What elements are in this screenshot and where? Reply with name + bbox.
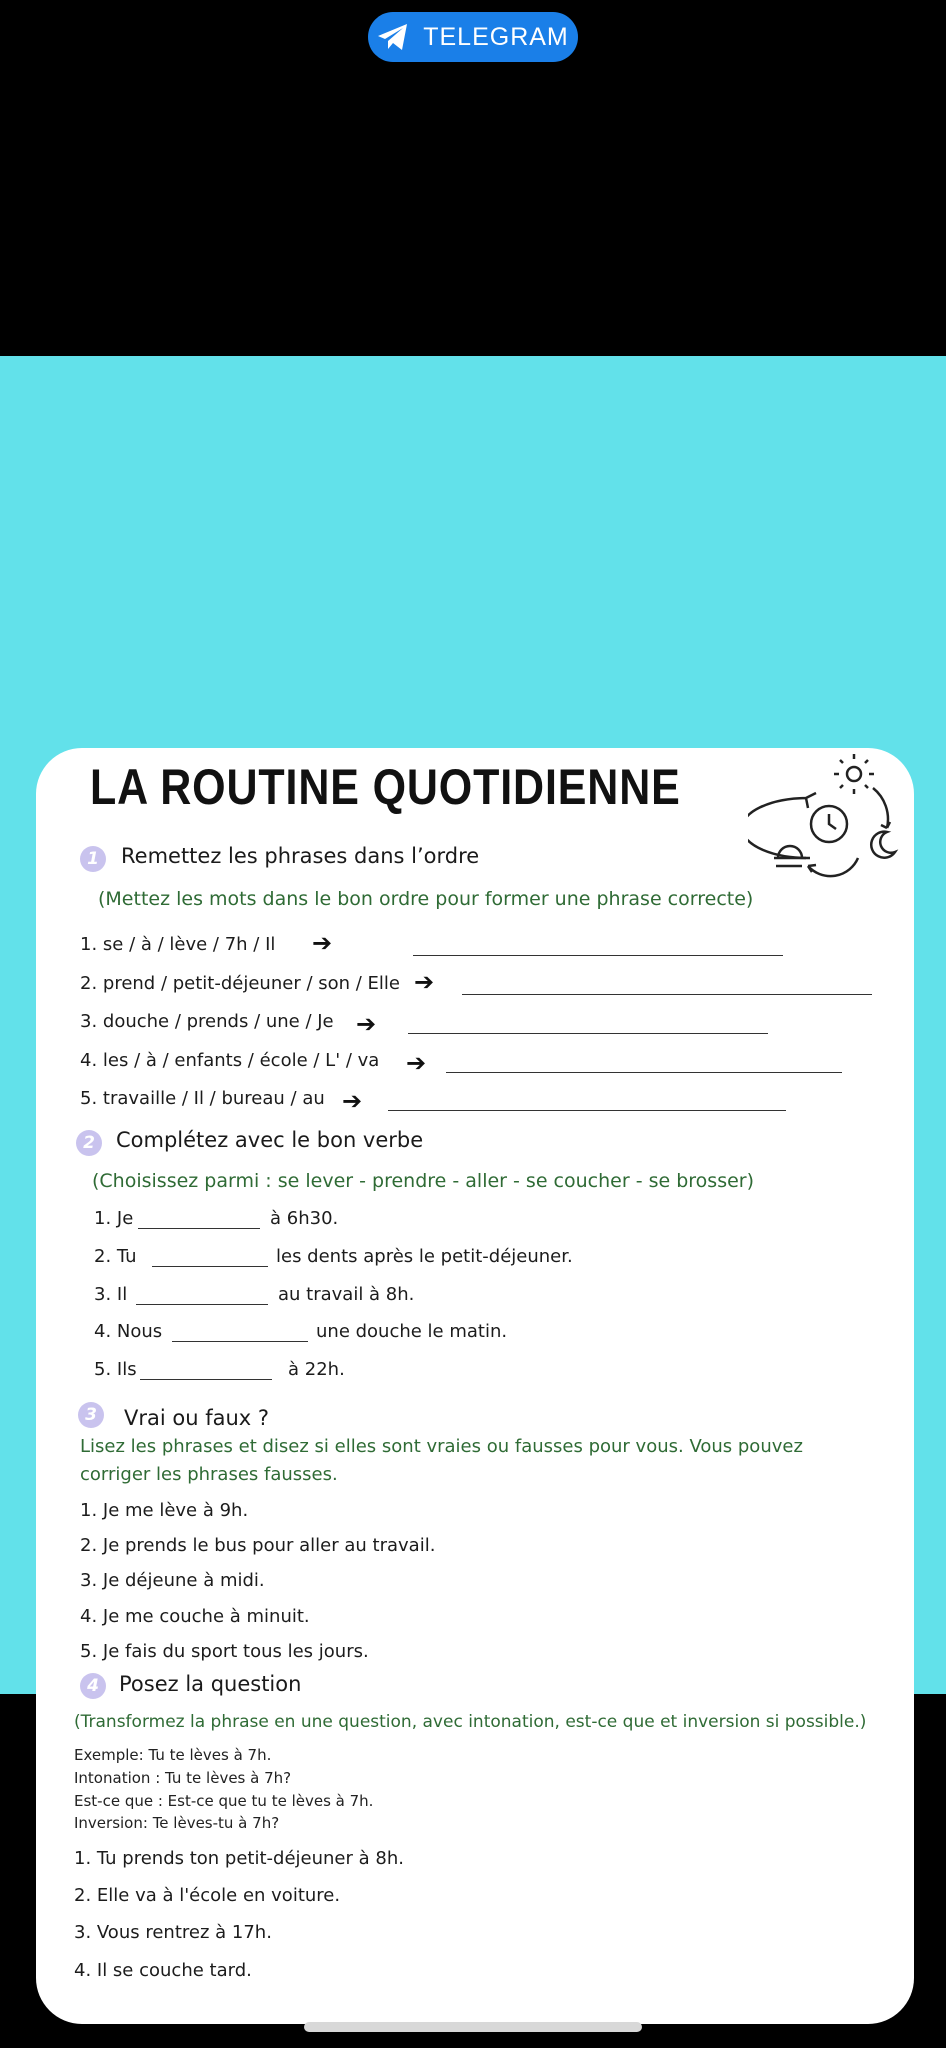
section3-instruction-line1: Lisez les phrases et disez si elles sont vraies ou fausses pour vous. Vous pouvez bbox=[80, 1436, 803, 1457]
day-night-cycle-icon bbox=[748, 748, 908, 898]
section3-number: 3 bbox=[78, 1402, 104, 1428]
s2-item-3-start: 3. Il bbox=[94, 1284, 128, 1305]
s3-item-3: 3. Je déjeune à midi. bbox=[80, 1570, 265, 1591]
s4-item-2: 2. Elle va à l'école en voiture. bbox=[74, 1885, 341, 1906]
s2-item-2-start: 2. Tu bbox=[94, 1246, 137, 1267]
section3-heading: Vrai ou faux ? bbox=[124, 1406, 270, 1430]
arrow-icon: ➔ bbox=[414, 968, 435, 996]
s2-item-3-end: au travail à 8h. bbox=[278, 1284, 415, 1305]
s1-item-1: 1. se / à / lève / 7h / Il bbox=[80, 934, 276, 955]
section2-instruction: (Choisissez parmi : se lever - prendre - aller - se coucher - se brosser) bbox=[92, 1170, 755, 1192]
s2-item-1-start: 1. Je bbox=[94, 1208, 134, 1229]
answer-line bbox=[408, 1033, 768, 1034]
s3-item-4: 4. Je me couche à minuit. bbox=[80, 1606, 310, 1627]
section4-number: 4 bbox=[80, 1673, 106, 1699]
section2-number: 2 bbox=[76, 1130, 102, 1156]
s3-item-2: 2. Je prends le bus pour aller au travail. bbox=[80, 1535, 436, 1556]
s4-example-4: Inversion: Te lèves-tu à 7h? bbox=[74, 1814, 280, 1832]
s2-item-5-start: 5. Ils bbox=[94, 1359, 137, 1380]
arrow-icon: ➔ bbox=[342, 1087, 363, 1115]
worksheet-image bbox=[0, 356, 946, 1981]
section4-instruction: (Transformez la phrase en une question, avec intonation, est-ce que et inversion si possible.) bbox=[74, 1712, 867, 1732]
s4-item-3: 3. Vous rentrez à 17h. bbox=[74, 1922, 272, 1943]
s1-item-4: 4. les / à / enfants / école / L' / va bbox=[80, 1050, 380, 1071]
worksheet-title: LA ROUTINE QUOTIDIENNE bbox=[90, 759, 681, 815]
answer-line bbox=[462, 994, 872, 995]
section1-instruction: (Mettez les mots dans le bon ordre pour former une phrase correcte) bbox=[98, 888, 754, 910]
section3-instruction-line2: corriger les phrases fausses. bbox=[80, 1464, 338, 1485]
s4-item-1: 1. Tu prends ton petit-déjeuner à 8h. bbox=[74, 1848, 404, 1869]
s1-item-3: 3. douche / prends / une / Je bbox=[80, 1011, 334, 1032]
telegram-plane-icon bbox=[377, 23, 409, 51]
s1-item-5: 5. travaille / Il / bureau / au bbox=[80, 1088, 325, 1109]
home-indicator[interactable] bbox=[304, 2022, 642, 2032]
s4-example-2: Intonation : Tu te lèves à 7h? bbox=[74, 1769, 292, 1787]
section1-number: 1 bbox=[80, 846, 106, 872]
arrow-icon: ➔ bbox=[356, 1010, 377, 1038]
section2-heading: Complétez avec le bon verbe bbox=[116, 1128, 424, 1152]
answer-line bbox=[138, 1228, 260, 1229]
arrow-icon: ➔ bbox=[406, 1049, 427, 1077]
answer-line bbox=[152, 1266, 268, 1267]
answer-line bbox=[172, 1341, 308, 1342]
worksheet-card bbox=[36, 748, 914, 2024]
s3-item-5: 5. Je fais du sport tous les jours. bbox=[80, 1641, 369, 1662]
answer-line bbox=[140, 1379, 272, 1380]
answer-line bbox=[413, 955, 783, 956]
answer-line bbox=[446, 1072, 842, 1073]
s2-item-5-end: à 22h. bbox=[288, 1359, 345, 1380]
telegram-label: TELEGRAM bbox=[423, 22, 569, 51]
s4-example-3: Est-ce que : Est-ce que tu te lèves à 7h. bbox=[74, 1792, 374, 1810]
s3-item-1: 1. Je me lève à 9h. bbox=[80, 1500, 249, 1521]
section1-heading: Remettez les phrases dans l’ordre bbox=[121, 844, 480, 868]
s2-item-4-start: 4. Nous bbox=[94, 1321, 163, 1342]
section4-heading: Posez la question bbox=[119, 1672, 302, 1696]
s2-item-4-end: une douche le matin. bbox=[316, 1321, 508, 1342]
s4-example-1: Exemple: Tu te lèves à 7h. bbox=[74, 1746, 272, 1764]
answer-line bbox=[388, 1110, 786, 1111]
s4-item-4: 4. Il se couche tard. bbox=[74, 1960, 252, 1981]
s2-item-2-end: les dents après le petit-déjeuner. bbox=[276, 1246, 573, 1267]
answer-line bbox=[136, 1304, 268, 1305]
s2-item-1-end: à 6h30. bbox=[270, 1208, 339, 1229]
telegram-button[interactable] bbox=[368, 12, 578, 62]
s1-item-2: 2. prend / petit-déjeuner / son / Elle bbox=[80, 973, 400, 994]
arrow-icon: ➔ bbox=[312, 929, 333, 957]
